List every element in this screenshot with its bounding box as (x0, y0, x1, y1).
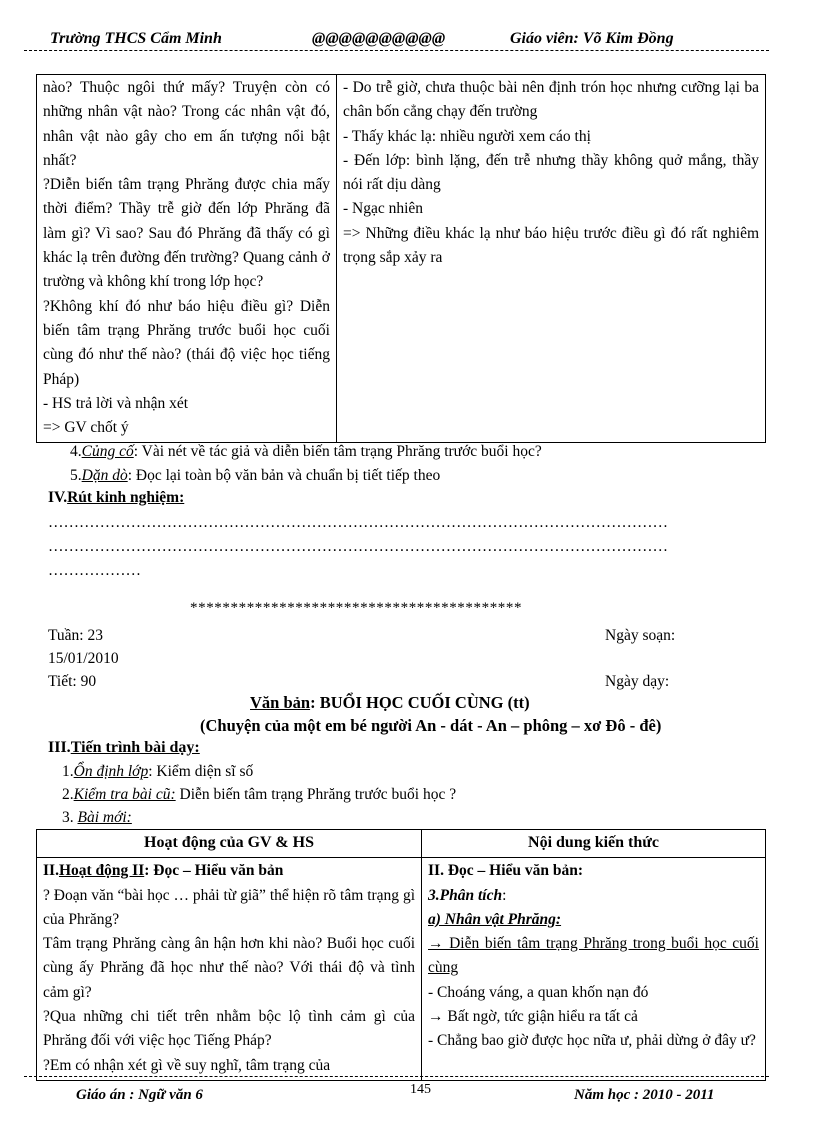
lesson-date: 15/01/2010 (48, 650, 119, 667)
notes-dots-line-3: ……………… (48, 562, 141, 579)
lesson-subtitle: (Chuyện của một em bé người An - dát - An – phông – xơ Đô - đê) (200, 716, 662, 735)
section-iii-title: Tiến trình bài dạy: (70, 739, 200, 756)
step-4 (70, 443, 542, 461)
section-iii-number: III. (48, 739, 71, 756)
step-4-label: Củng cố (81, 443, 134, 460)
table1-left-paragraph-5: => GV chốt ý (43, 419, 129, 437)
content-item-2: - Choáng váng, a quan khốn nạn đó (428, 983, 649, 1001)
lesson-title-text: : BUỔI HỌC CUỐI CÙNG (tt) (310, 693, 530, 712)
activity-ii-rest: : Đọc – Hiểu văn bản (144, 862, 284, 880)
content-item-4: - Chẳng bao giờ được học nữa ư, phải dừng ở đây ư? (428, 1032, 756, 1050)
content-item-1: → Diễn biến tâm trạng Phrăng trong buổi học cuối cùng (428, 935, 759, 977)
table2-left-paragraph-4: ?Em có nhận xét gì về suy nghĩ, tâm trạng của (43, 1056, 331, 1074)
table2-header-content: Nội dung kiến thức (422, 830, 766, 858)
step-1-label: Ổn định lớp (73, 763, 149, 780)
activity-ii-label: Hoạt động II (58, 862, 145, 880)
activity-table (36, 829, 766, 1081)
step-2-number: 2. (62, 786, 74, 803)
content-ii-title: II. Đọc – Hiểu văn bản: (428, 862, 584, 880)
week-label: Tuần: 23 (48, 627, 103, 644)
step-4-text: : Vài nét về tác giả và diễn biến tâm trạng Phrăng trước buổi học? (133, 443, 542, 460)
step-1 (62, 763, 253, 781)
step-3-number: 3. (62, 809, 78, 826)
header-school: Trường THCS Cẩm Minh (50, 30, 222, 47)
table2-left-cell (37, 858, 422, 1081)
activity-table-continued (36, 74, 766, 443)
teach-date-label: Ngày dạy: (605, 673, 670, 690)
table1-right-paragraph-1: - Do trễ giờ, chưa thuộc bài nên định trón học nhưng cưỡng lại ba chân bốn cẳng chạy đến trường (343, 79, 759, 121)
lesson-separator: ***************************************** (190, 600, 523, 616)
table1-right-paragraph-3: - Đến lớp: bình lặng, đến trễ nhưng thầy không quở mắng, thầy nói rất dịu dàng (343, 151, 759, 194)
table1-left-paragraph-2: ?Diễn biến tâm trạng Phrăng được chia mấy thời điểm? Thầy trễ giờ đến lớp Phrăng đã làm gì? Vì sao? Sau đó Phrăng đã thấy có gì khác lạ trên đường đến trường? Quang cảnh ở trường và không khí trong lớp học? (43, 176, 330, 291)
analysis-label: 3.Phân tích (428, 886, 503, 904)
notes-dots-line-1: ………………………………………………………………………………………………………… (48, 514, 668, 531)
step-1-number: 1. (62, 763, 74, 780)
prep-date-label: Ngày soạn: (605, 627, 676, 644)
character-heading: a) Nhân vật Phrăng: (428, 910, 562, 928)
table2-header-activities: Hoạt động của GV & HS (37, 830, 422, 858)
footer-left: Giáo án : Ngữ văn 6 (76, 1087, 203, 1103)
table1-left-paragraph-3: ?Không khí đó như báo hiệu điều gì? Diễn biến tâm trạng Phrăng trước buổi học cuối cùng đó như thế nào? (thái độ việc học tiếng Pháp) (43, 297, 330, 388)
notes-dots-line-2: ………………………………………………………………………………………………………… (48, 538, 668, 555)
analysis-colon: : (502, 886, 507, 904)
activity-ii-number: II. (43, 862, 59, 880)
header-marks: @@@@@@@@@@ (312, 30, 446, 47)
page-number: 145 (410, 1082, 431, 1097)
step-5-text: : Đọc lại toàn bộ văn bản và chuẩn bị tiết tiếp theo (127, 467, 441, 484)
step-5-number: 5. (70, 467, 82, 484)
lesson-title-prefix: Văn bản (250, 693, 311, 712)
table1-right-paragraph-4: - Ngạc nhiên (343, 200, 424, 218)
table2-right-cell (422, 858, 766, 1081)
period-label: Tiết: 90 (48, 673, 97, 690)
table1-left-cell (37, 75, 337, 443)
table1-left-paragraph-1: nào? Thuộc ngôi thứ mấy? Truyện còn có những nhân vật nào? Trong các nhân vật đó, nhân vật nào gây cho em ấn tượng nổi bật nhất? (43, 79, 330, 169)
step-1-text: : Kiểm diện sĩ số (148, 763, 254, 780)
table1-right-paragraph-5: => Những điều khác lạ như báo hiệu trước điều gì đó rất nghiêm trọng sắp xảy ra (343, 224, 759, 267)
content-item-3: → Bất ngờ, tức giận hiểu ra tất cả (428, 1008, 638, 1026)
table1-right-cell (337, 75, 766, 443)
footer-right: Năm học : 2010 - 2011 (574, 1087, 715, 1103)
step-4-number: 4. (70, 443, 82, 460)
header-teacher: Giáo viên: Võ Kim Đồng (510, 30, 674, 47)
section-iv-number: IV. (48, 489, 68, 506)
section-iii-heading (48, 739, 200, 757)
step-5 (70, 467, 440, 485)
table2-left-paragraph-1: ? Đoạn văn “bài học … phải từ giã” thể hiện rõ tâm trạng gì của Phrăng? (43, 886, 415, 928)
step-3-label: Bài mới: (77, 809, 132, 826)
section-iv-heading (48, 489, 184, 507)
step-5-label: Dặn dò (81, 467, 128, 484)
activity-ii-title (43, 859, 415, 883)
step-3 (62, 809, 132, 827)
step-2-text: Diễn biến tâm trạng Phrăng trước buổi học ? (175, 786, 457, 803)
step-2-label: Kiểm tra bài cũ: (73, 786, 176, 803)
table2-left-paragraph-2: Tâm trạng Phrăng càng ân hận hơn khi nào? Buổi học cuối cùng ấy Phrăng đã học như thế nào? Với thái độ và tình cảm gì? (43, 935, 415, 1001)
step-2 (62, 786, 456, 804)
table1-left-paragraph-4: - HS trả lời và nhận xét (43, 394, 189, 412)
analysis-heading (428, 884, 759, 908)
header-divider (24, 50, 769, 51)
table1-right-paragraph-2: - Thấy khác lạ: nhiều người xem cáo thị (343, 127, 591, 145)
section-iv-title: Rút kinh nghiệm: (67, 489, 185, 506)
footer-divider (24, 1076, 769, 1077)
lesson-title (250, 693, 530, 713)
table2-left-paragraph-3: ?Qua những chi tiết trên nhằm bộc lộ tình cảm gì của Phrăng đối với việc học Tiếng Pháp? (43, 1008, 415, 1050)
